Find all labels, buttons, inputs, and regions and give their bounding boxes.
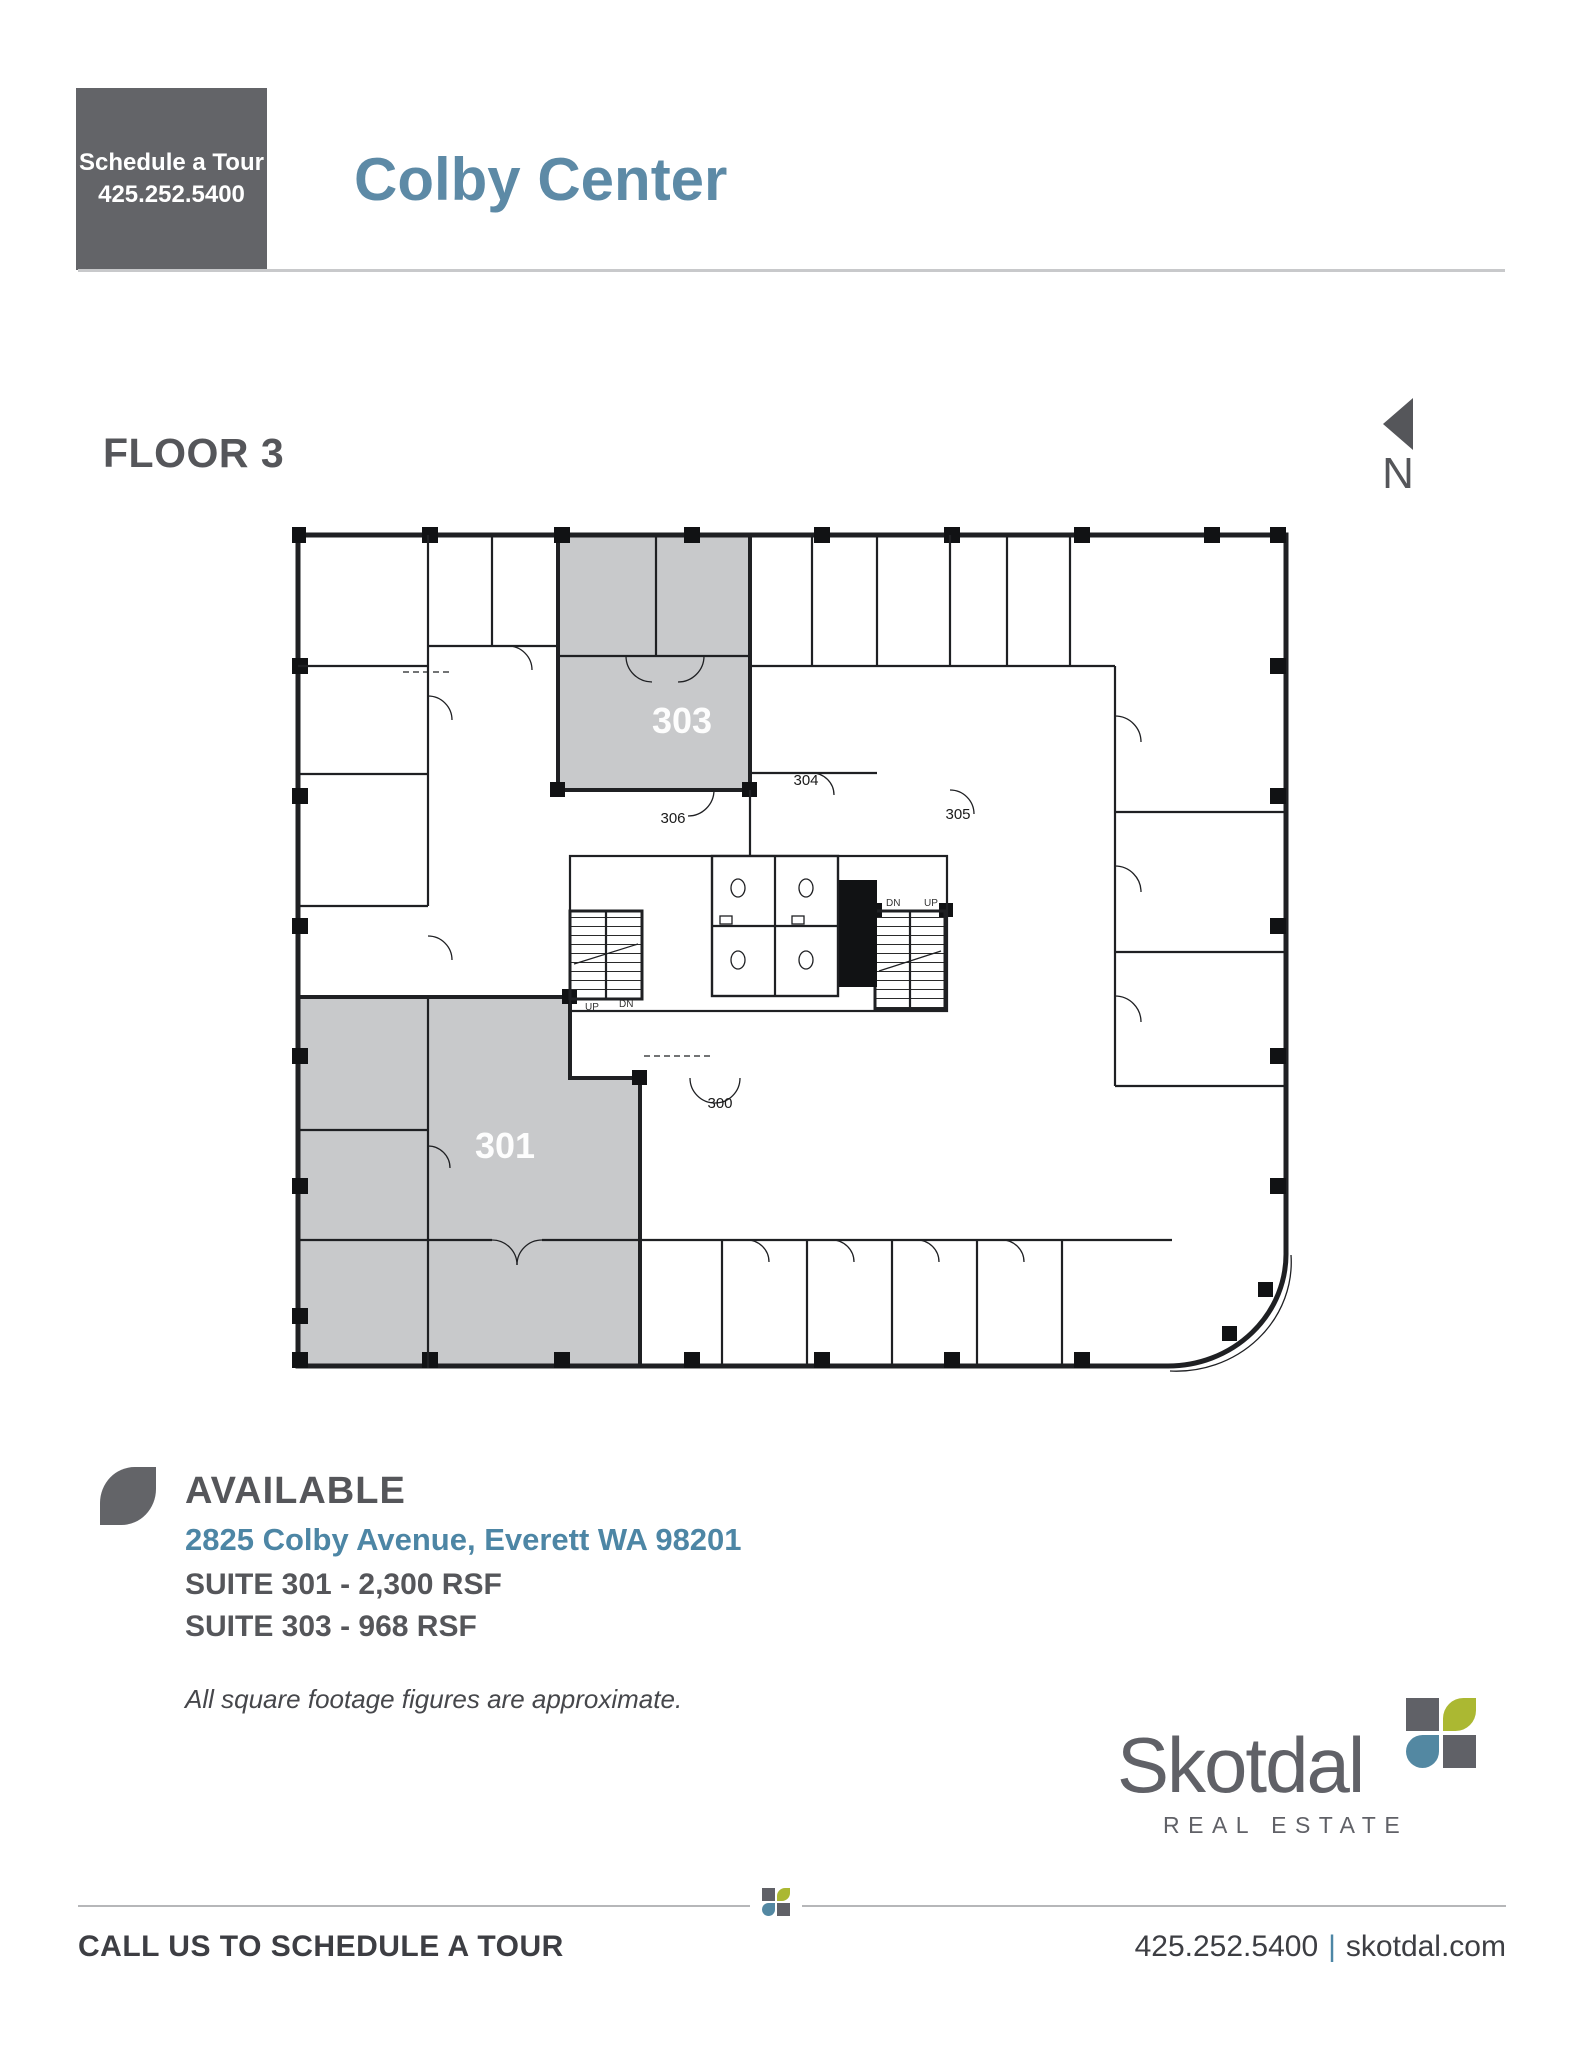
- logo-leaf-green: [1443, 1698, 1476, 1731]
- stair-up-label-west: UP: [585, 1002, 599, 1013]
- suite-301-listing: SUITE 301 - 2,300 RSF: [185, 1568, 502, 1601]
- brand-name: Skotdal: [1117, 1721, 1364, 1809]
- footer-rule-right: [802, 1905, 1506, 1907]
- suite-303-label: 303: [651, 700, 713, 741]
- north-indicator: [1374, 398, 1422, 496]
- suite-303-listing: SUITE 303 - 968 RSF: [185, 1610, 477, 1643]
- footer-logo-icon: [762, 1888, 790, 1916]
- schedule-tour-phone[interactable]: 425.252.5400: [98, 181, 245, 208]
- schedule-tour-label: Schedule a Tour: [79, 148, 264, 176]
- room-304-label: 304: [793, 772, 819, 789]
- logo-square-top-left: [1406, 1698, 1439, 1731]
- available-heading: AVAILABLE: [185, 1470, 406, 1512]
- stair-dn-label-west: DN: [619, 999, 634, 1010]
- curtainwall-curve: [1170, 1255, 1291, 1371]
- north-letter: N: [1382, 449, 1414, 498]
- logo-square-bottom-right: [1443, 1735, 1476, 1768]
- footer-separator: |: [1328, 1930, 1336, 1963]
- skotdal-logo-icon: [1406, 1698, 1476, 1768]
- square-footage-disclaimer: All square footage figures are approximate.: [185, 1684, 683, 1714]
- suite-301-area[interactable]: [298, 997, 640, 1368]
- header-divider: [78, 269, 1505, 272]
- suite-301-label: 301: [474, 1125, 536, 1166]
- stair-up-label-east: UP: [924, 898, 938, 909]
- stair-dn-label-east: DN: [886, 898, 901, 909]
- suite-303-area[interactable]: [558, 535, 750, 790]
- footer-logo-square-bottom-right: [777, 1903, 790, 1916]
- room-306-label: 306: [660, 810, 686, 827]
- footer-logo-square-top-left: [762, 1888, 775, 1901]
- room-300-label: 300: [707, 1095, 733, 1112]
- footer-contact: [1135, 1930, 1506, 1964]
- elevator-shaft: [838, 880, 877, 987]
- floor-plan-drawing: [292, 526, 1292, 1374]
- footer-phone[interactable]: 425.252.5400: [1134, 1930, 1319, 1963]
- available-leaf-icon: [100, 1467, 156, 1525]
- building-core: [570, 856, 945, 1009]
- room-305-label: 305: [945, 806, 971, 823]
- logo-drop-blue: [1406, 1735, 1439, 1768]
- footer-rule-left: [78, 1905, 750, 1907]
- brand-tagline: REAL ESTATE: [1163, 1812, 1409, 1838]
- footer-logo-leaf-green: [777, 1888, 790, 1901]
- page-title: Colby Center: [354, 146, 728, 213]
- property-address[interactable]: 2825 Colby Avenue, Everett WA 98201: [185, 1522, 742, 1557]
- schedule-tour-box: [76, 88, 267, 270]
- footer-cta: CALL US TO SCHEDULE A TOUR: [78, 1930, 564, 1963]
- footer-website[interactable]: skotdal.com: [1345, 1930, 1506, 1963]
- footer-logo-drop-blue: [762, 1903, 775, 1916]
- floor-label: FLOOR 3: [103, 430, 285, 476]
- north-arrow-icon: [1383, 398, 1413, 450]
